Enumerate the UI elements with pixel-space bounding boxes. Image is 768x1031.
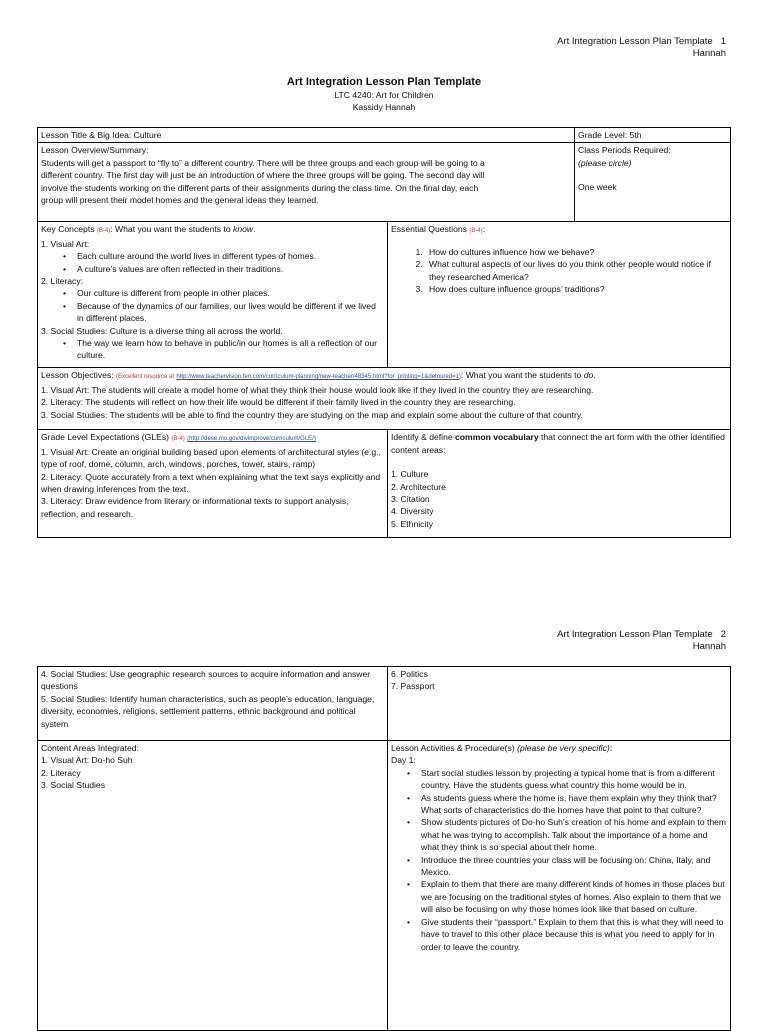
objective: 3. Social Studies: The students will be able to find the country they are studying on the map and explain some about the culture of that country.	[41, 409, 583, 420]
key-concept-bullet: • Each culture around the world lives in different types of homes.	[77, 250, 384, 262]
activity-step: • Start social studies lesson by projecting a typical home that is from a different country. Have the students guess what country this home would be in.	[421, 767, 727, 792]
activity-step: • Explain to them that there are many different kinds of homes in those places but we are focusing on the traditional styles of homes. Also explain to them that we will also be focusing on why those homes look like that based on culture.	[421, 878, 727, 915]
gle-item: 5. Social Studies: Identify human characteristics, such as people’s education, language, diversity, economies, religions, settlement patterns, ethnic background and political system	[41, 693, 375, 729]
objective: 1. Visual Art: The students will create a model home of what they think their house would look like if they lived in the country they are researching.	[41, 384, 594, 395]
gle-continued-cell	[38, 667, 388, 741]
page2-header	[557, 629, 726, 653]
gle-label: Grade Level Expectations (GLEs) (B-4) (http://dese.mo.gov/divimprove/curriculum/GLE/)	[41, 432, 316, 443]
title-block	[0, 75, 768, 113]
class-periods-cell	[575, 143, 731, 222]
activities-label: Lesson Activities & Procedure(s) (please be very specific):	[391, 743, 613, 753]
essential-question: 1. How do cultures influence how we behave?	[425, 246, 727, 258]
key-concepts-label: Key Concepts (B-4): What you want the students to know.	[41, 224, 256, 235]
class-periods-value: One week	[578, 182, 617, 193]
key-concept-bullet: • The way we learn how to behave in public/in our homes is all a reflection of our culture.	[77, 337, 384, 362]
key-concept-heading: 3. Social Studies: Culture is a diverse thing all across the world.	[41, 325, 283, 336]
activity-step: • Introduce the three countries your class will be focusing on: China, Italy, and Mexico.	[421, 854, 727, 879]
class-periods-note: (please circle)	[578, 157, 632, 168]
gle-item: 1. Visual Art: Create an original building based upon elements of architectural styles (e.g., type of roof, dome, column, arch, windows, porches, tower, stairs, ramp)	[41, 446, 381, 470]
objectives-label: Lesson Objectives: (Excellent resource at http://www.teachervision.fen.com/curriculum-planning/new-teacher/48345.html?for_printing=1&detoured=1): What you want the students to do.	[41, 370, 596, 381]
essential-question: 3. How does culture influence groups’ traditions?	[425, 283, 727, 295]
vocab-item: 4. Diversity	[391, 506, 434, 517]
header-author: Hannah	[692, 641, 726, 652]
vocab-cell	[388, 430, 731, 538]
lesson-title-cell: Lesson Title & Big Idea: Culture	[38, 128, 575, 143]
vocab-continued-cell	[388, 667, 731, 741]
day-label: Day 1:	[391, 755, 416, 766]
running-title: Art Integration Lesson Plan Template	[557, 629, 713, 640]
vocab-item: 7. Passport	[391, 681, 435, 692]
page-number: 2	[720, 629, 726, 640]
course-name: LTC 4240: Art for Children	[334, 90, 434, 100]
key-concept-heading: 2. Literacy:	[41, 276, 84, 287]
lesson-plan-table-page2	[37, 666, 731, 1031]
key-concept-bullet: • Our culture is different from people in other places.	[77, 287, 384, 299]
overview-cell	[38, 143, 575, 222]
overview-line: different country. The first day will just be an introduction of where the three groups will be going. The second day will	[41, 170, 485, 181]
grade-level-cell: Grade Level: 5th	[575, 128, 731, 143]
page-number: 1	[720, 36, 726, 47]
content-areas-cell	[38, 741, 388, 1031]
header-author: Hannah	[692, 48, 726, 59]
resource-link[interactable]: http://www.teachervision.fen.com/curriculum-planning/new-teacher/48345.html?for_printing=1&detoured=1	[176, 374, 459, 381]
class-periods-label: Class Periods Required:	[578, 145, 671, 156]
essential-question: 2. What cultural aspects of our lives do you think other people would notice if they researched America?	[425, 258, 727, 283]
content-area-item: 3. Social Studies	[41, 780, 106, 791]
content-areas-label: Content Areas Integrated:	[41, 743, 139, 753]
objectives-cell	[38, 368, 731, 430]
vocab-item: 2. Architecture	[391, 481, 446, 492]
overview-line: group will present their model homes and the general ideas they learned.	[41, 195, 319, 206]
content-area-item: 1. Visual Art: Do-ho Suh	[41, 755, 133, 766]
vocab-label: Identify & define common vocabulary that connect the art form with the other identified content areas:	[391, 432, 725, 455]
overview-label: Lesson Overview/Summary:	[41, 145, 149, 156]
page1-header	[557, 36, 726, 60]
key-concept-bullet: • A culture’s values are often reflected in their traditions.	[77, 263, 384, 275]
activity-step: • Show students pictures of Do-ho Suh’s creation of his home and explain to them what he was trying to accomplish. Talk about the importance of a home and what they think is so special about their home.	[421, 816, 727, 853]
gle-item: 3. Literacy: Draw evidence from literary or informational texts to support analysis, reflection, and research.	[41, 496, 349, 519]
page-title: Art Integration Lesson Plan Template	[286, 76, 482, 88]
activity-step: • Give students their “passport.” Explain to them that this is what they will need to have to travel to this other place because this is what you need to apply for in order to leave the country.	[421, 916, 727, 953]
gle-link[interactable]: (http://dese.mo.gov/divimprove/curriculum/GLE/)	[187, 436, 316, 443]
lesson-plan-table	[37, 127, 731, 538]
key-concept-bullet: • Because of the dynamics of our families, our lives would be different if we lived in different places.	[77, 300, 384, 325]
key-concepts-cell	[38, 222, 388, 368]
vocab-item: 5. Ethnicity	[391, 518, 434, 529]
activity-step: • As students guess where the home is, have them explain why they think that? What sorts of characteristics do the homes have that point to that culture?	[421, 792, 727, 817]
gle-item: 2. Literacy: Quote accurately from a text when explaining what the text says explicitly and when drawing inferences from the text.	[41, 471, 381, 495]
gle-item: 4. Social Studies: Use geographic research sources to acquire information and answer questions	[41, 669, 371, 692]
content-area-item: 2. Literacy	[41, 767, 81, 778]
overview-line: involve the students working on the different parts of their assignments during the class time. On the final day, each	[41, 182, 479, 193]
essential-questions-cell	[388, 222, 731, 368]
vocab-item: 3. Citation	[391, 494, 430, 505]
vocab-item: 6. Politics	[391, 669, 428, 679]
running-title: Art Integration Lesson Plan Template	[557, 36, 713, 47]
key-concept-heading: 1. Visual Art:	[41, 238, 90, 249]
overview-line: Students will get a passport to “fly to” a different country. There will be three groups and each group will be going to a	[41, 157, 485, 168]
essential-questions-label: Essential Questions (B-4):	[391, 224, 486, 235]
activities-cell	[388, 741, 731, 1031]
gle-cell	[38, 430, 388, 538]
author-name: Kassidy Hannah	[352, 102, 416, 112]
objective: 2. Literacy: The students will reflect on how their life would be different if their family lived in the country they are researching.	[41, 397, 516, 408]
vocab-item: 1. Culture	[391, 469, 429, 480]
